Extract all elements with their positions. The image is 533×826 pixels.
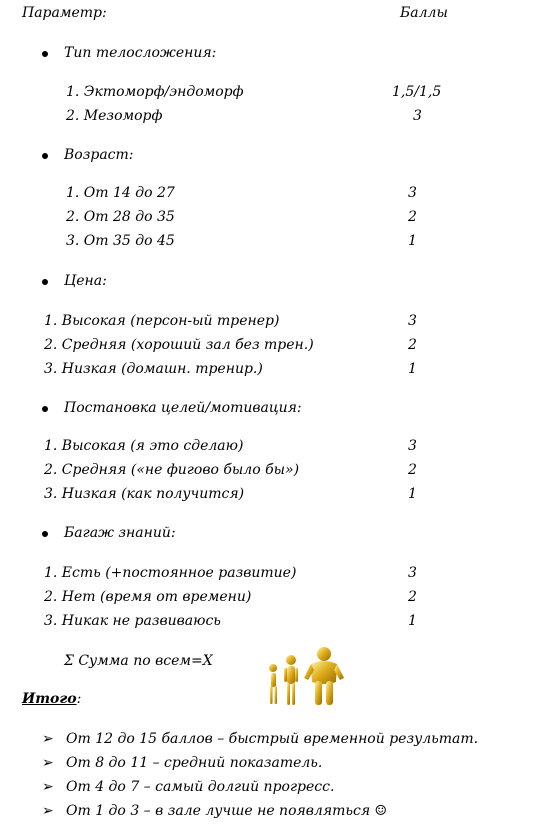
score-value: 1 xyxy=(408,486,417,502)
list-item: 1. Высокая (я это сделаю) xyxy=(44,438,244,454)
totals-title-text: Итого xyxy=(22,691,77,707)
arrow-bullet-icon: ➢ xyxy=(42,731,54,747)
section-title-motivation xyxy=(0,399,533,417)
section-title-body-type xyxy=(0,44,533,62)
list-item: 2. Средняя («не фигово было бы») xyxy=(44,462,300,478)
bullet-icon xyxy=(42,279,48,285)
bullet-icon xyxy=(42,153,48,159)
score-value: 2 xyxy=(408,209,417,225)
list-item: 1. Есть (+постоянное развитие) xyxy=(44,565,297,581)
score-value: 3 xyxy=(408,185,417,201)
section-title-text: Возраст: xyxy=(64,147,134,163)
result-text: От 8 до 11 – средний показатель. xyxy=(66,755,323,771)
bullet-icon xyxy=(42,531,48,537)
result-item xyxy=(0,730,533,748)
score-value: 2 xyxy=(408,462,417,478)
arrow-bullet-icon: ➢ xyxy=(42,779,54,795)
list-item: 1. Высокая (персон-ый тренер) xyxy=(44,313,280,329)
list-item: 3. Низкая (как получится) xyxy=(44,486,245,502)
bullet-icon xyxy=(42,51,48,57)
score-value: 1 xyxy=(408,361,417,377)
list-item: 2. Средняя (хороший зал без трен.) xyxy=(44,337,314,353)
score-value: 2 xyxy=(408,337,417,353)
list-item: 2. Мезоморф xyxy=(66,108,163,124)
section-title-text: Цена: xyxy=(64,273,107,289)
score-value: 1 xyxy=(408,613,417,629)
section-title-knowledge xyxy=(0,524,533,542)
section-title-text: Багаж знаний: xyxy=(64,525,176,541)
score-value: 3 xyxy=(413,108,422,124)
arrow-bullet-icon: ➢ xyxy=(42,755,54,771)
gold-figures-icon xyxy=(266,646,348,708)
section-title-age xyxy=(0,146,533,164)
totals-title-colon: : xyxy=(76,691,82,707)
result-item xyxy=(0,754,533,772)
result-item xyxy=(0,802,533,820)
list-item: 1. От 14 до 27 xyxy=(66,185,175,201)
score-value: 3 xyxy=(408,565,417,581)
score-value: 1,5/1,5 xyxy=(392,84,442,100)
list-item: 3. От 35 до 45 xyxy=(66,233,175,249)
section-title-price xyxy=(0,272,533,290)
score-value: 3 xyxy=(408,313,417,329)
bullet-icon xyxy=(42,406,48,412)
arrow-bullet-icon: ➢ xyxy=(42,803,54,819)
list-item: 3. Никак не развиваюсь xyxy=(44,613,221,629)
score-value: 3 xyxy=(408,438,417,454)
result-text: От 4 до 7 – самый долгий прогресс. xyxy=(66,779,335,795)
totals-title xyxy=(22,690,81,708)
list-item: 1. Эктоморф/эндоморф xyxy=(66,84,244,100)
section-title-text: Постановка целей/мотивация: xyxy=(64,400,302,416)
list-item: 2. От 28 до 35 xyxy=(66,209,175,225)
header-score-label: Баллы xyxy=(400,5,448,21)
list-item: 3. Низкая (домашн. тренир.) xyxy=(44,361,263,377)
result-text: От 12 до 15 баллов – быстрый временной результат. xyxy=(66,731,479,747)
score-value: 1 xyxy=(408,233,417,249)
sum-line: Σ Сумма по всем=X xyxy=(64,653,213,669)
header-param-label: Параметр: xyxy=(22,5,107,21)
score-value: 2 xyxy=(408,589,417,605)
list-item: 2. Нет (время от времени) xyxy=(44,589,252,605)
result-text: От 1 до 3 – в зале лучше не появляться ☺ xyxy=(66,803,388,819)
section-title-text: Тип телосложения: xyxy=(64,45,217,61)
result-item xyxy=(0,778,533,796)
